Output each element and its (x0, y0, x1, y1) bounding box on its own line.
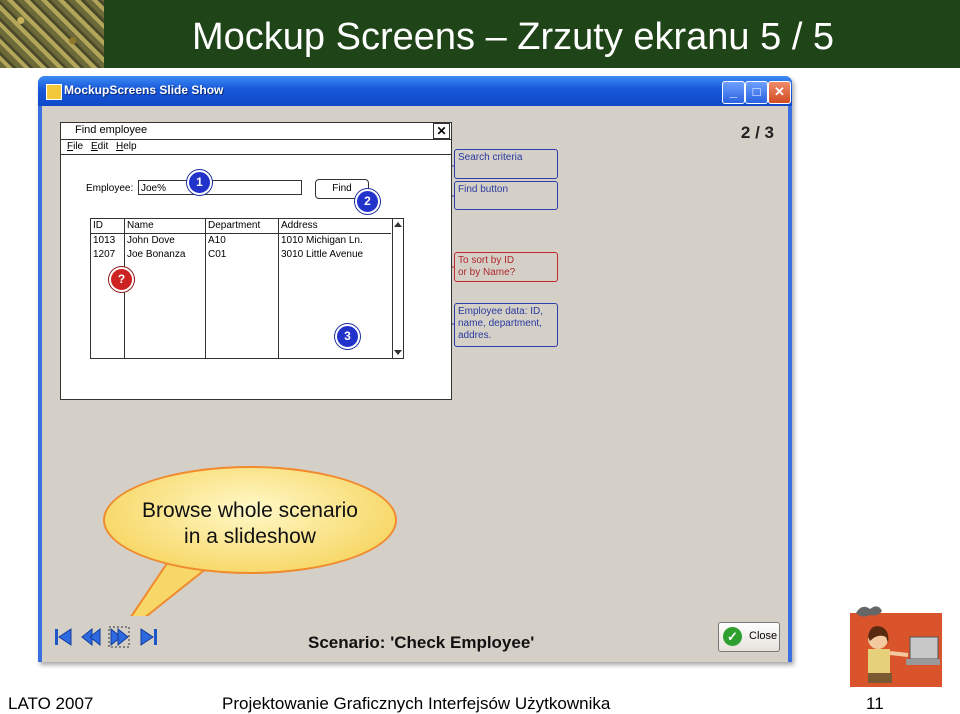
table-scrollbar (392, 219, 403, 358)
table-row-1-id: 1013 (93, 235, 116, 246)
window-titlebar[interactable] (38, 76, 792, 106)
note-data-line-1: Employee data: ID, (458, 306, 544, 317)
table-row-1-address: 1010 Michigan Ln. (281, 235, 363, 246)
note-find-button (454, 181, 558, 210)
slide-counter: 2 / 3 (740, 123, 774, 142)
maximize-button[interactable]: □ (745, 81, 768, 104)
bubble-text (105, 498, 395, 550)
column-divider (205, 219, 206, 358)
bubble-line-2: in a slideshow (184, 525, 316, 548)
table-row-2-id: 1207 (93, 249, 116, 260)
bubble-line-1: Browse whole scenario (142, 499, 358, 522)
note-employee-data (454, 303, 558, 347)
minimize-button[interactable]: _ (722, 81, 745, 104)
find-button: Find (315, 179, 369, 199)
employee-label: Employee: (86, 183, 134, 194)
checkmark-icon: ✓ (723, 627, 742, 646)
question-badge[interactable]: ? (109, 267, 134, 292)
annotation-badge-2[interactable]: 2 (355, 189, 380, 214)
table-row-1-name: John Dove (127, 235, 175, 246)
note-search-criteria-text: Search criteria (458, 152, 523, 163)
close-window-button[interactable]: ✕ (768, 81, 791, 104)
col-header-department: Department (208, 220, 261, 231)
column-divider (278, 219, 279, 358)
woman-at-computer-clipart (848, 603, 944, 689)
annotation-badge-3[interactable]: 3 (335, 324, 360, 349)
next-slide-icon[interactable] (108, 626, 130, 648)
window-title: MockupScreens Slide Show (64, 83, 224, 97)
scroll-down-icon (394, 350, 402, 355)
col-header-name: Name (127, 220, 154, 231)
footer-left: LATO 2007 (8, 694, 94, 713)
previous-slide-icon[interactable] (80, 626, 102, 648)
menu-edit: Edit (91, 141, 109, 152)
table-row-2-address: 3010 Little Avenue (281, 249, 364, 260)
note-sort-question (454, 252, 558, 282)
annotation-badge-1[interactable]: 1 (187, 170, 212, 195)
close-slideshow-button[interactable] (718, 622, 780, 652)
employee-input: Joe% (138, 180, 302, 195)
close-button-label: Close (749, 630, 778, 642)
footer-center: Projektowanie Graficznych Interfejsów Użytkownika (222, 694, 611, 713)
menu-file: File (67, 141, 84, 152)
mockup-dialog (60, 122, 452, 400)
header-texture-image (0, 0, 104, 68)
slide-title: Mockup Screens – Zrzuty ekranu 5 / 5 (192, 16, 835, 58)
menu-help: Help (116, 141, 137, 152)
app-icon (46, 84, 62, 100)
note-data-line-2: name, department, (458, 318, 542, 329)
note-data-line-3: addres. (458, 330, 492, 341)
note-search-criteria (454, 149, 558, 179)
mockup-titlebar (61, 123, 451, 140)
slide-header (0, 0, 960, 68)
scroll-up-icon (394, 222, 402, 227)
note-sort-line-1: To sort by ID (458, 255, 515, 266)
table-row-2-department: C01 (208, 249, 227, 260)
note-find-button-text: Find button (458, 184, 509, 195)
mockup-menubar (61, 140, 451, 155)
window-content (42, 106, 788, 658)
col-header-address: Address (281, 220, 318, 231)
note-sort-line-2: or by Name? (458, 267, 516, 278)
slideshow-toolbar (42, 616, 788, 662)
mockup-title: Find employee (75, 124, 148, 136)
scenario-label: Scenario: 'Check Employee' (308, 633, 535, 652)
speech-bubble (103, 466, 397, 574)
mockup-close-icon: ✕ (433, 123, 450, 139)
table-row-2-name: Joe Bonanza (127, 249, 186, 260)
page-number: 11 (866, 694, 884, 713)
slideshow-window (38, 76, 792, 662)
last-slide-icon[interactable] (138, 626, 160, 648)
table-row-1-department: A10 (208, 235, 226, 246)
col-header-id: ID (93, 220, 103, 231)
first-slide-icon[interactable] (52, 626, 74, 648)
